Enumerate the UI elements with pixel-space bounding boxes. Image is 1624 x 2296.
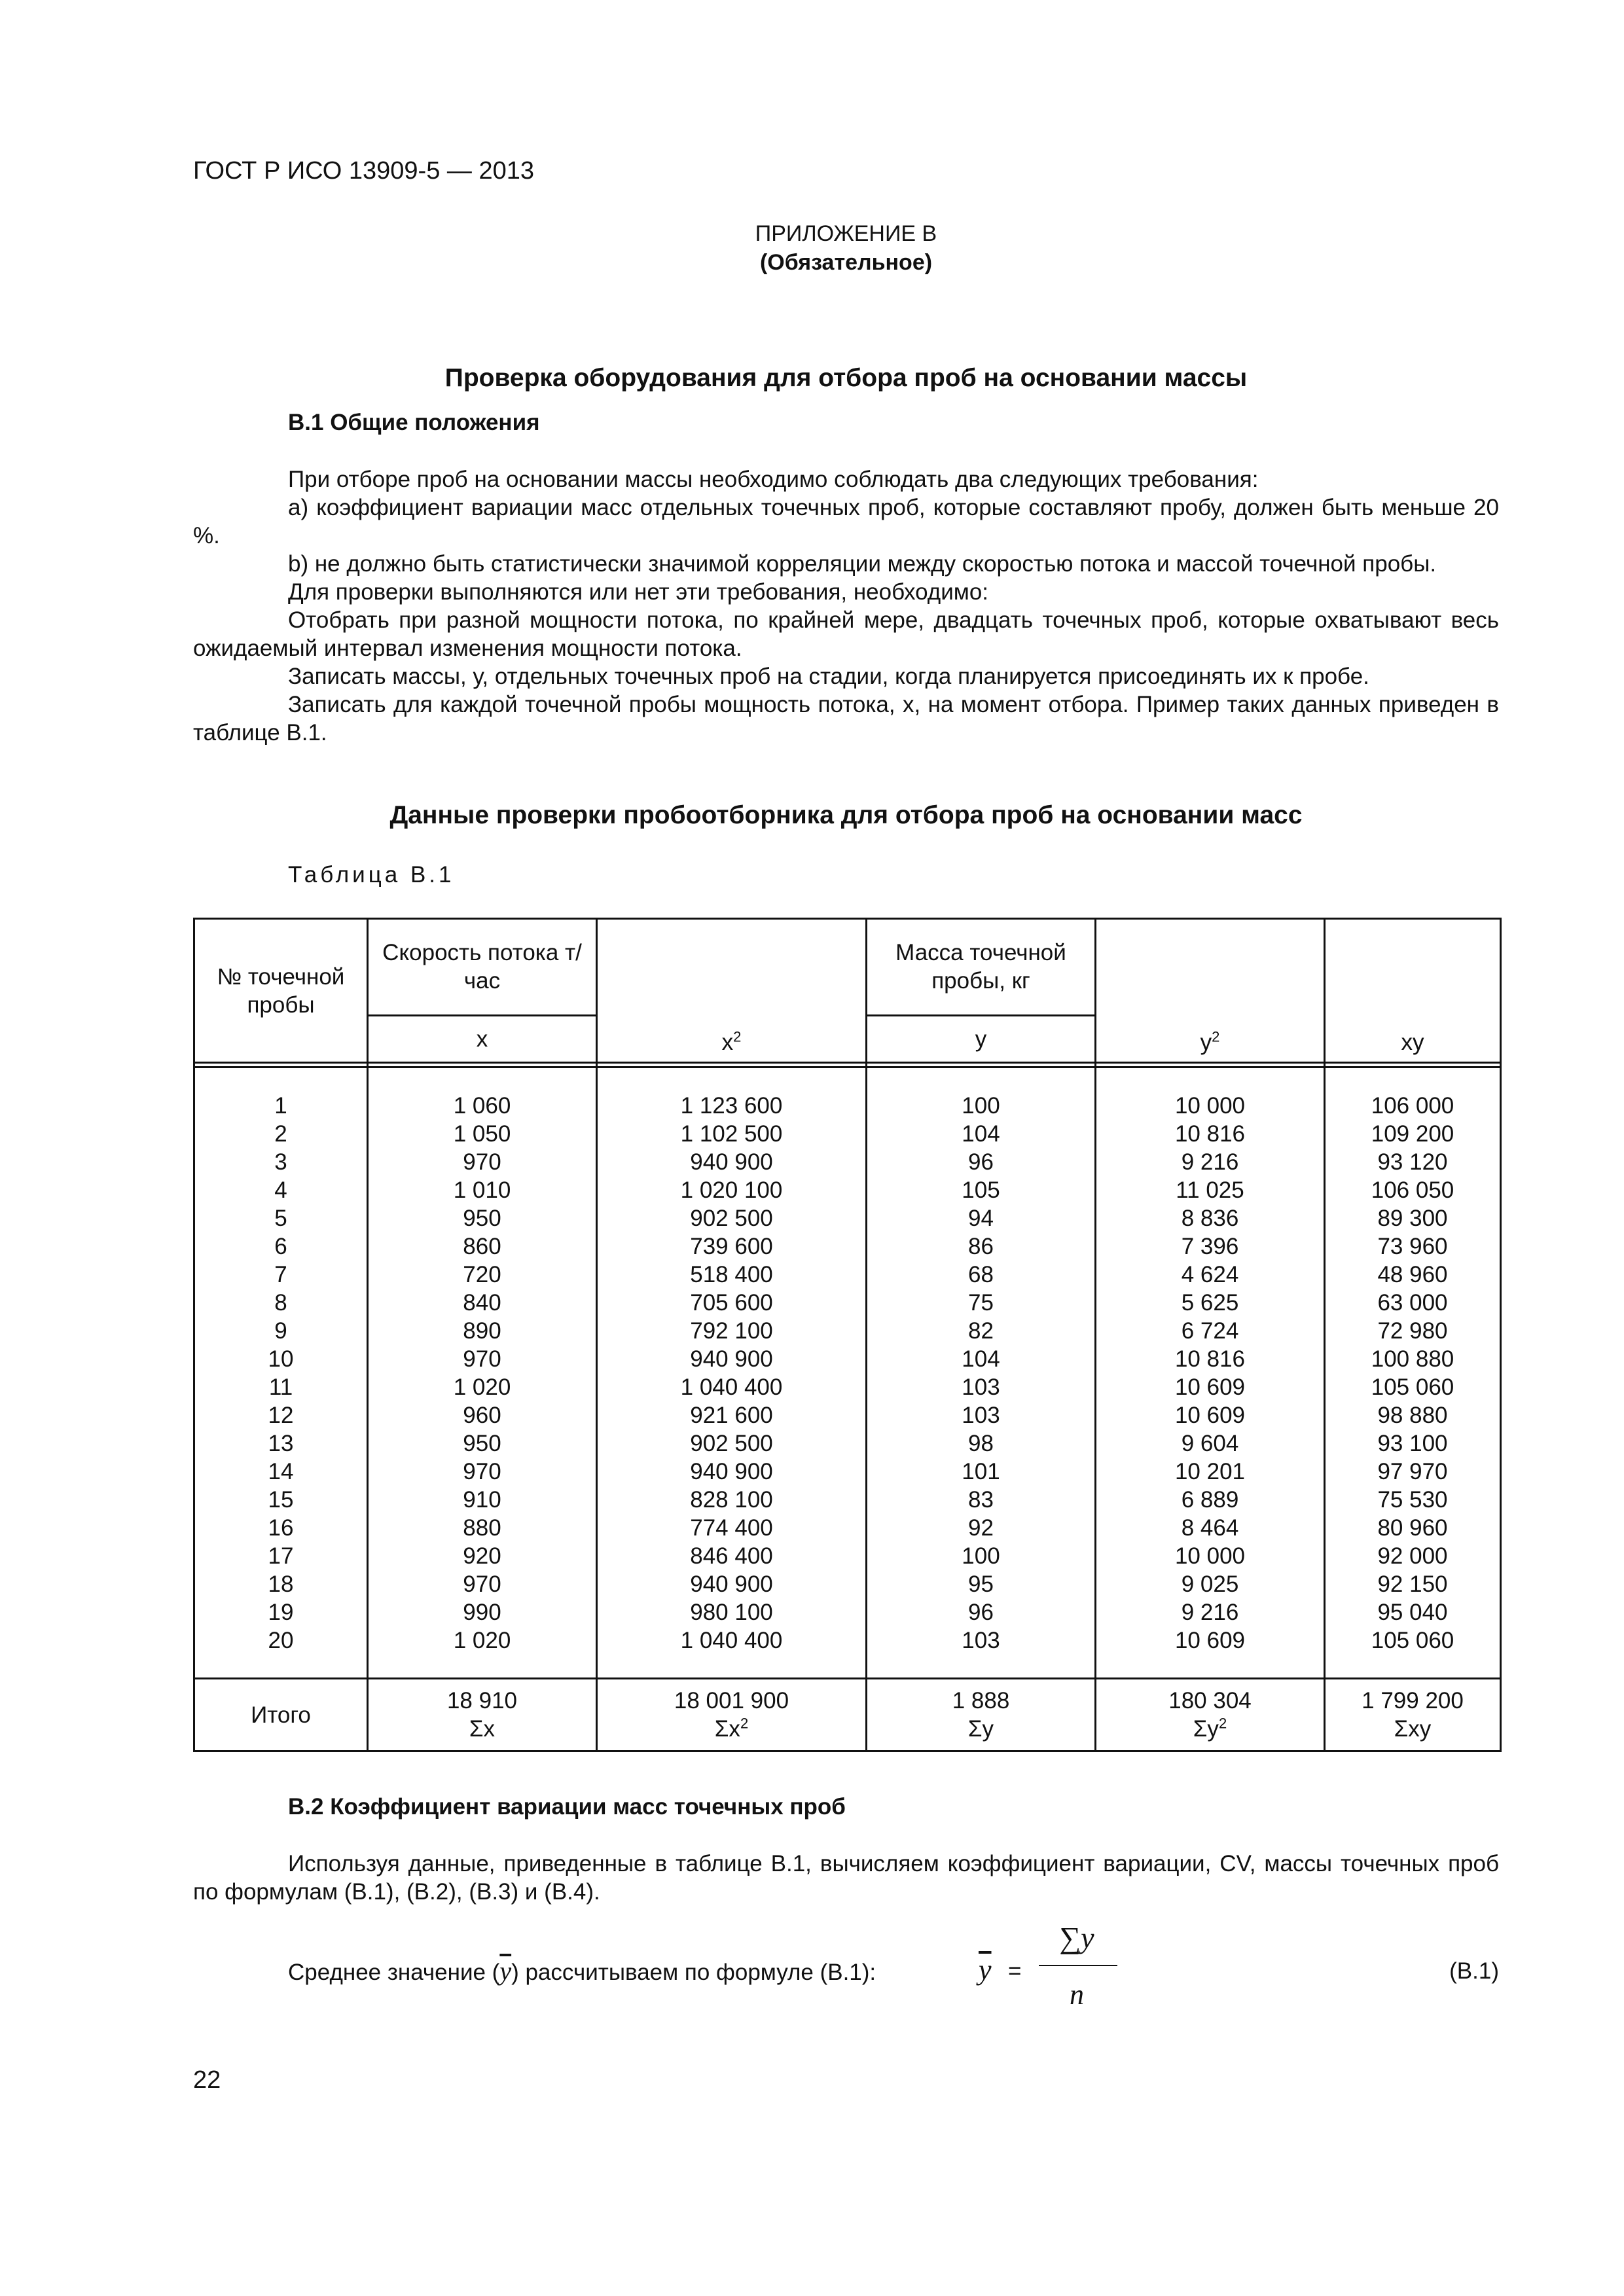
table-cell: 1 040 400: [680, 1374, 783, 1400]
table-cell: 940 900: [690, 1458, 773, 1484]
section-b1-body: [193, 465, 1499, 747]
table-cell: 98 880: [1377, 1402, 1448, 1428]
table-cell: 720: [463, 1261, 501, 1287]
table-cell: 68: [968, 1261, 994, 1287]
appendix-main-title: Проверка оборудования для отбора проб на основании массы: [444, 364, 1248, 392]
table-cell: 10 609: [1174, 1402, 1246, 1428]
table-cell: 5: [274, 1205, 287, 1231]
header-flow-speed: Скорость потока т/час: [368, 919, 597, 1016]
table-cell: 7: [274, 1261, 287, 1287]
paragraph: Отобрать при разной мощности потока, по крайней мере, двадцать точечных проб, которые охватывают весь ожидаемый интервал изменения мощности потока.: [193, 607, 1499, 661]
table-cell: 1 102 500: [680, 1121, 783, 1147]
table-cell: 1 020: [453, 1627, 511, 1653]
table-cell: 95: [968, 1571, 994, 1597]
data-table: [193, 918, 1502, 1752]
table-cell: 846 400: [690, 1543, 773, 1569]
table-cell: 3: [274, 1149, 287, 1175]
table-cell: 96: [968, 1149, 994, 1175]
table-cell: 100: [962, 1092, 1000, 1119]
table-cell: 100: [962, 1543, 1000, 1569]
table-cell: 1 123 600: [680, 1092, 783, 1119]
table-cell: 4: [274, 1177, 287, 1203]
table-cell: 75: [968, 1289, 994, 1316]
table-cell: 705 600: [690, 1289, 773, 1316]
table-cell: 518 400: [690, 1261, 773, 1287]
table-cell: 17: [268, 1543, 294, 1569]
table-cell: 950: [463, 1430, 501, 1456]
table-cell: 1 020 100: [680, 1177, 783, 1203]
table-cell: 6 724: [1181, 1318, 1239, 1344]
table-cell: 1 050: [453, 1121, 511, 1147]
table-cell: 8 836: [1181, 1205, 1239, 1231]
table-cell: 792 100: [690, 1318, 773, 1344]
total-xy: 1 799 200 Σху: [1325, 1679, 1501, 1751]
table-cell: 8: [274, 1289, 287, 1316]
table-cell: 950: [463, 1205, 501, 1231]
table-cell: 106 050: [1371, 1177, 1454, 1203]
total-x2: 18 001 900 $\Sigma х^2$: [597, 1679, 867, 1751]
table-cell: 940 900: [690, 1346, 773, 1372]
table-label: Таблица В.1: [288, 862, 455, 888]
table-cell: 940 900: [690, 1571, 773, 1597]
table-cell: 10 609: [1174, 1627, 1246, 1653]
table-cell: 940 900: [690, 1149, 773, 1175]
formula-lhs: у: [979, 1954, 992, 1986]
table-cell: 970: [463, 1149, 501, 1175]
table-cell: 86: [968, 1233, 994, 1259]
table-cell: 101: [962, 1458, 1000, 1484]
table-title: Данные проверки пробоотборника для отбора проб на основании масс: [389, 801, 1303, 829]
table-cell: 5 625: [1181, 1289, 1239, 1316]
table-cell: 104: [962, 1121, 1000, 1147]
table-cell: 10: [268, 1346, 294, 1372]
formula-denominator: n: [1070, 1979, 1084, 2011]
paragraph: При отборе проб на основании массы необходимо соблюдать два следующих требования:: [288, 467, 1259, 492]
table-cell: 902 500: [690, 1430, 773, 1456]
table-cell: 9 216: [1181, 1149, 1239, 1175]
table-cell: 98: [968, 1430, 994, 1456]
formula-numerator: ∑у: [1059, 1921, 1094, 1954]
table-cell: 1 020: [453, 1374, 511, 1400]
table-cell: 920: [463, 1543, 501, 1569]
formula-number: (В.1): [1449, 1958, 1499, 1984]
appendix-status: (Обязательное): [759, 250, 933, 275]
total-y2: 180 304 $\Sigma у^2$: [1096, 1679, 1325, 1751]
table-cell: 880: [463, 1515, 501, 1541]
table-cell: 9: [274, 1318, 287, 1344]
header-x: х: [368, 1015, 597, 1062]
table-cell: 11: [268, 1374, 293, 1400]
table-cell: 92: [968, 1515, 994, 1541]
paragraph: b) не должно быть статистически значимой корреляции между скоростью потока и массой точечной пробы.: [288, 551, 1437, 577]
table-cell: 19: [268, 1599, 294, 1625]
table-cell: 828 100: [690, 1486, 773, 1513]
page-number: 22: [193, 2066, 221, 2094]
table-cell: 980 100: [690, 1599, 773, 1625]
appendix-title: ПРИЛОЖЕНИЕ В: [755, 221, 937, 246]
table-cell: 93 100: [1377, 1430, 1448, 1456]
header-y: у: [867, 1015, 1096, 1062]
table-cell: 739 600: [690, 1233, 773, 1259]
table-cell: 105 060: [1371, 1374, 1454, 1400]
table-cell: 910: [463, 1486, 501, 1513]
table-cell: 10 816: [1174, 1346, 1246, 1372]
table-cell: 1 010: [453, 1177, 511, 1203]
col-flow-x: [368, 1067, 597, 1679]
table-cell: 970: [463, 1346, 501, 1372]
fraction-bar: [1039, 1965, 1117, 1966]
col-xy: [1325, 1067, 1501, 1679]
section-heading-b2: В.2 Коэффициент вариации масс точечных проб: [288, 1794, 846, 1820]
paragraph: Записать массы, у, отдельных точечных проб на стадии, когда планируется присоединять их к пробе.: [288, 664, 1369, 689]
table-cell: 7 396: [1181, 1233, 1239, 1259]
table-cell: 10 816: [1174, 1121, 1246, 1147]
table-cell: 11 025: [1176, 1177, 1244, 1203]
col-y2: [1096, 1067, 1325, 1679]
table-cell: 20: [268, 1627, 294, 1653]
table-cell: 1 040 400: [680, 1627, 783, 1653]
table-cell: 960: [463, 1402, 501, 1428]
table-cell: 6 889: [1181, 1486, 1239, 1513]
total-y: 1 888 Σу: [867, 1679, 1096, 1751]
header-x2: $х^2$: [597, 919, 867, 1063]
table-cell: 1 060: [453, 1092, 511, 1119]
table-body-row: [194, 1067, 1501, 1679]
table-cell: 970: [463, 1571, 501, 1597]
table-cell: 890: [463, 1318, 501, 1344]
table-cell: 93 120: [1377, 1149, 1448, 1175]
table-cell: 10 609: [1174, 1374, 1246, 1400]
table-cell: 94: [968, 1205, 994, 1231]
table-cell: 9 604: [1181, 1430, 1239, 1456]
table-cell: 105: [962, 1177, 1000, 1203]
paragraph: Используя данные, приведенные в таблице В.1, вычисляем коэффициент вариации, CV, массы точечных проб по формулам (В.1), (В.2), (В.3) и (В.4).: [193, 1851, 1499, 1905]
header-sample-no: № точечной пробы: [194, 919, 368, 1063]
total-x: 18 910 Σх: [368, 1679, 597, 1751]
table-cell: 82: [968, 1318, 994, 1344]
table-cell: 860: [463, 1233, 501, 1259]
table-cell: 96: [968, 1599, 994, 1625]
paragraph: а) коэффициент вариации масс отдельных точечных проб, которые составляют пробу, должен быть меньше 20 %.: [193, 495, 1499, 548]
formula-intro: Среднее значение (у) рассчитываем по формуле (В.1):: [288, 1956, 876, 1986]
table-cell: 92 000: [1377, 1543, 1448, 1569]
table-cell: 18: [268, 1571, 294, 1597]
formula-equals: =: [1008, 1958, 1022, 1984]
table-cell: 92 150: [1377, 1571, 1448, 1597]
table-cell: 921 600: [690, 1402, 773, 1428]
section-heading-b1: В.1 Общие положения: [288, 410, 540, 435]
col-mass-y: [867, 1067, 1096, 1679]
table-cell: 840: [463, 1289, 501, 1316]
col-x2: [597, 1067, 867, 1679]
table-cell: 103: [962, 1402, 1000, 1428]
table-cell: 990: [463, 1599, 501, 1625]
table-cell: 9 216: [1181, 1599, 1239, 1625]
table-total-row: [194, 1679, 1501, 1751]
table-cell: 16: [268, 1515, 294, 1541]
table-cell: 13: [268, 1430, 294, 1456]
col-sample-no: [194, 1067, 368, 1679]
document-header: ГОСТ Р ИСО 13909-5 — 2013: [193, 157, 534, 185]
total-label: Итого: [194, 1679, 368, 1751]
table-cell: 14: [268, 1458, 294, 1484]
paragraph: Для проверки выполняются или нет эти требования, необходимо:: [288, 579, 989, 605]
table-cell: 1: [274, 1092, 287, 1119]
table-cell: 95 040: [1377, 1599, 1448, 1625]
table-cell: 10 000: [1174, 1543, 1246, 1569]
table-cell: 80 960: [1377, 1515, 1448, 1541]
table-cell: 103: [962, 1627, 1000, 1653]
table-cell: 970: [463, 1458, 501, 1484]
table-cell: 109 200: [1371, 1121, 1454, 1147]
table-cell: 105 060: [1371, 1627, 1454, 1653]
table-cell: 10 201: [1174, 1458, 1246, 1484]
table-cell: 6: [274, 1233, 287, 1259]
table-cell: 75 530: [1377, 1486, 1448, 1513]
formula-b1: [193, 1918, 1499, 2029]
header-y2: $у^2$: [1096, 919, 1325, 1063]
table-cell: 100 880: [1371, 1346, 1454, 1372]
table-cell: 73 960: [1377, 1233, 1448, 1259]
table-cell: 89 300: [1377, 1205, 1448, 1231]
table-cell: 63 000: [1377, 1289, 1448, 1316]
paragraph: Записать для каждой точечной пробы мощность потока, х, на момент отбора. Пример таких данных приведен в таблице В.1.: [193, 692, 1499, 745]
table-cell: 12: [268, 1402, 294, 1428]
table-cell: 902 500: [690, 1205, 773, 1231]
section-b2-body: [193, 1850, 1499, 1906]
table-cell: 104: [962, 1346, 1000, 1372]
table-cell: 2: [274, 1121, 287, 1147]
header-mass: Масса точечной пробы, кг: [867, 919, 1096, 1016]
table-cell: 9 025: [1181, 1571, 1239, 1597]
table-cell: 15: [268, 1486, 294, 1513]
table-cell: 4 624: [1181, 1261, 1239, 1287]
table-cell: 48 960: [1377, 1261, 1448, 1287]
table-cell: 97 970: [1377, 1458, 1448, 1484]
table-cell: 774 400: [690, 1515, 773, 1541]
table-cell: 83: [968, 1486, 994, 1513]
table-cell: 106 000: [1371, 1092, 1454, 1119]
table-cell: 103: [962, 1374, 1000, 1400]
header-xy: ху: [1325, 919, 1501, 1063]
table-cell: 8 464: [1181, 1515, 1239, 1541]
table-cell: 10 000: [1174, 1092, 1246, 1119]
table-cell: 72 980: [1377, 1318, 1448, 1344]
